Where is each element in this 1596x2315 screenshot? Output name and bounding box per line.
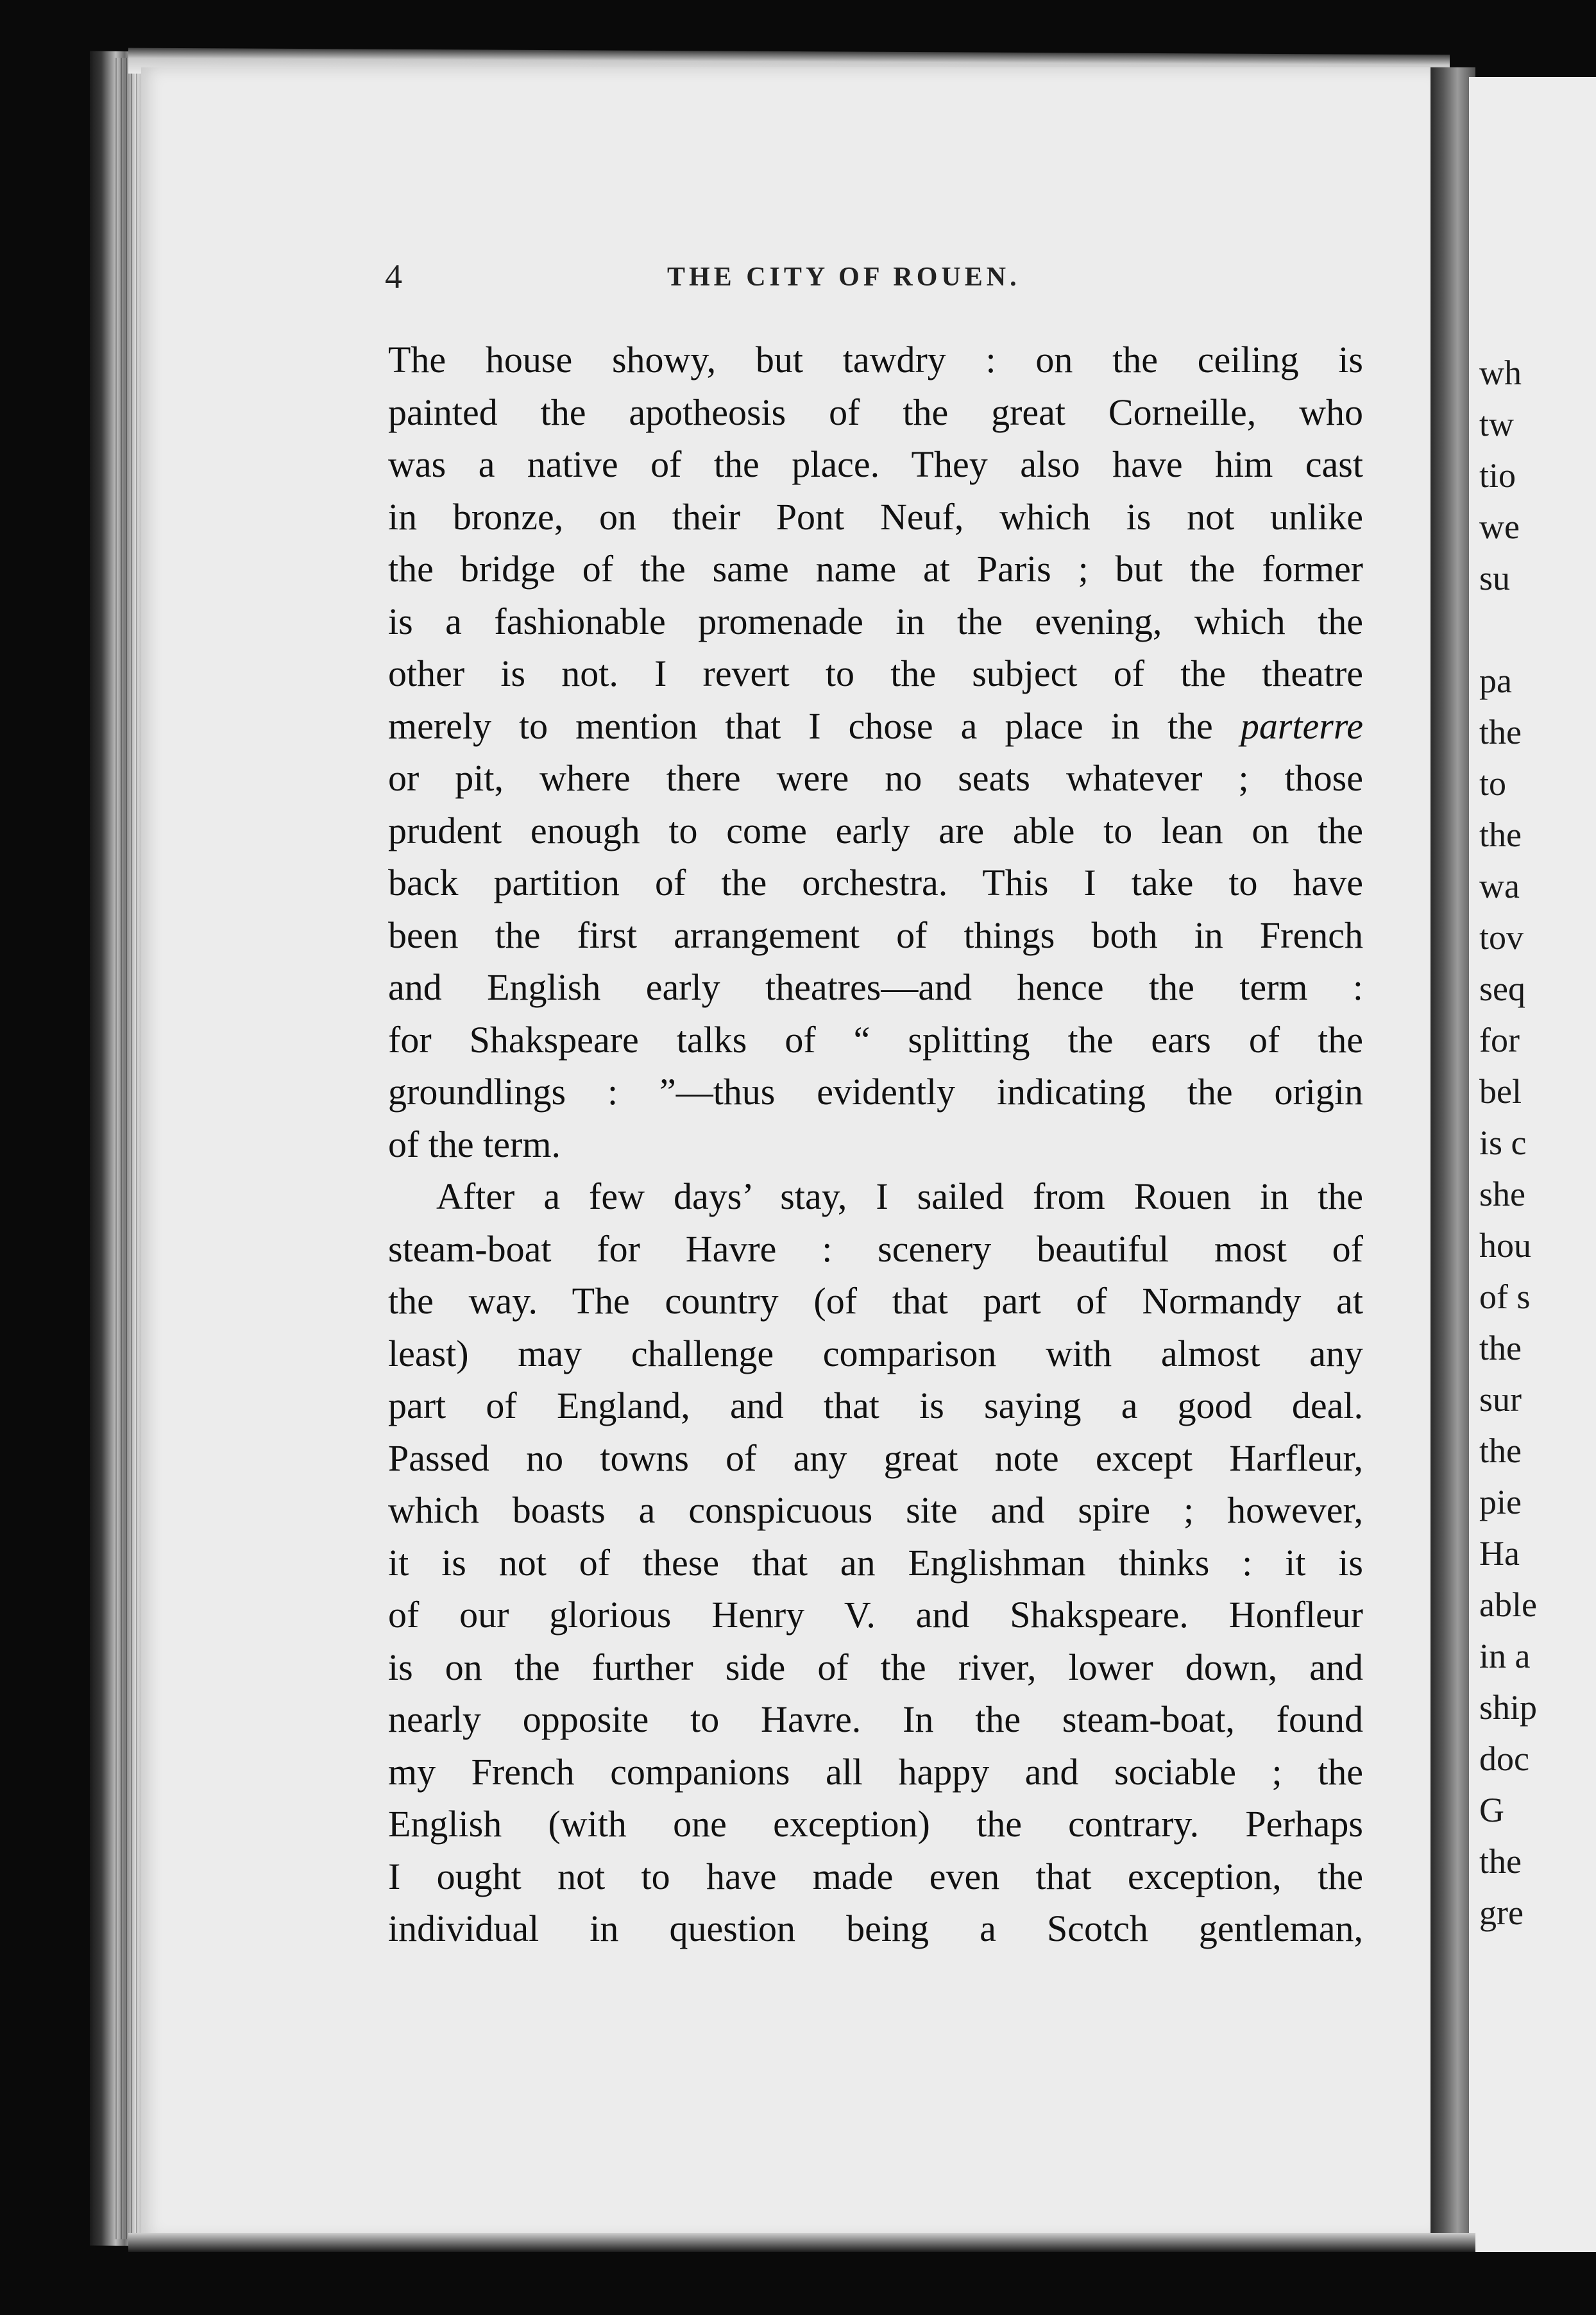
- text-line: After a few days’ stay, I sailed from Rouen in the: [436, 1175, 1363, 1217]
- text-line: The house showy, but tawdry : on the ceiling is: [388, 339, 1363, 380]
- facing-page-fragment: to: [1479, 764, 1507, 803]
- facing-page-fragment: Ha: [1479, 1534, 1520, 1573]
- text-line: and English early theatres—and hence the term :: [388, 966, 1363, 1008]
- facing-page-fragment: ship: [1479, 1688, 1538, 1727]
- text-line: of the term.: [388, 1123, 561, 1165]
- text-line: groundlings : ”—thus evidently indicating the origin: [388, 1071, 1363, 1113]
- facing-page: [1469, 77, 1596, 2252]
- facing-page-fragment: pa: [1479, 662, 1512, 700]
- page-number: 4: [385, 257, 402, 296]
- body-text: [388, 334, 1363, 1955]
- text-line: was a native of the place. They also have him cast: [388, 443, 1363, 485]
- facing-page-fragment: she: [1479, 1175, 1525, 1213]
- italic-word: parterre: [1240, 705, 1363, 747]
- facing-page-fragment: for: [1479, 1021, 1520, 1059]
- text-line: is on the further side of the river, lower down, and: [388, 1646, 1363, 1688]
- text-line: Passed no towns of any great note except Harfleur,: [388, 1437, 1363, 1479]
- text-line: the bridge of the same name at Paris ; but the former: [388, 548, 1363, 590]
- text-line: the way. The country (of that part of Normandy at: [388, 1280, 1363, 1322]
- text-line: painted the apotheosis of the great Corneille, who: [388, 391, 1363, 433]
- text-line: or pit, where there were no seats whatever ; those: [388, 757, 1363, 799]
- facing-page-fragment: wh: [1479, 354, 1522, 392]
- facing-page-fragment: seq: [1479, 970, 1525, 1008]
- facing-page-fragment: the: [1479, 816, 1522, 854]
- book-bottom-edge: [128, 2233, 1475, 2252]
- facing-page-fragment: is c: [1479, 1123, 1527, 1162]
- facing-page-fragment: pie: [1479, 1483, 1522, 1521]
- facing-page-fragment: gre: [1479, 1893, 1524, 1932]
- facing-page-fragment: the: [1479, 1329, 1522, 1367]
- text-line: individual in question being a Scotch gentleman,: [388, 1908, 1363, 1949]
- facing-page-fragment: tov: [1479, 918, 1524, 957]
- facing-page-fragment: tw: [1479, 405, 1514, 443]
- facing-page-fragment: we: [1479, 508, 1520, 546]
- text-line: is a fashionable promenade in the evening, which the: [388, 600, 1363, 642]
- text-line: my French companions all happy and sociable ; the: [388, 1750, 1363, 1793]
- facing-page-fragment: bel: [1479, 1072, 1522, 1111]
- text-line: for Shakspeare talks of “ splitting the ears of the: [388, 1018, 1363, 1061]
- facing-page-fragment: doc: [1479, 1739, 1529, 1778]
- facing-page-fragment: wa: [1479, 867, 1520, 905]
- text-line: nearly opposite to Havre. In the steam-boat, found: [388, 1698, 1363, 1740]
- text-line: steam-boat for Havre : scenery beautiful most of: [388, 1227, 1363, 1270]
- facing-page-fragment: su: [1479, 559, 1511, 597]
- text-line: which boasts a conspicuous site and spire ; however,: [388, 1489, 1363, 1531]
- facing-page-fragment: the: [1479, 713, 1522, 751]
- text-line: it is not of these that an Englishman thinks : it is: [388, 1541, 1363, 1584]
- text-line: in bronze, on their Pont Neuf, which is not unlike: [388, 495, 1363, 538]
- facing-page-fragment: sur: [1479, 1380, 1522, 1419]
- text-line: merely to mention that I chose a place in the parterre: [388, 705, 1363, 747]
- facing-page-fragment: G: [1479, 1791, 1504, 1829]
- text-line: back partition of the orchestra. This I take to have: [388, 862, 1363, 903]
- facing-page-fragment: hou: [1479, 1226, 1531, 1265]
- facing-page-fragment: able: [1479, 1585, 1537, 1624]
- text-line: I ought not to have made even that exception, the: [388, 1855, 1363, 1897]
- text-line: been the first arrangement of things both in French: [388, 914, 1363, 956]
- text-line: English (with one exception) the contrary. Perhaps: [388, 1803, 1363, 1845]
- facing-page-fragment: tio: [1479, 456, 1516, 495]
- facing-page-fragment: the: [1479, 1431, 1522, 1470]
- text-line: other is not. I revert to the subject of the theatre: [388, 653, 1363, 694]
- text-line: of our glorious Henry V. and Shakspeare. Honfleur: [388, 1594, 1363, 1636]
- text-line: part of England, and that is saying a good deal.: [388, 1385, 1363, 1426]
- facing-page-fragment: in a: [1479, 1637, 1531, 1675]
- running-head: [0, 257, 1596, 302]
- facing-page-fragment: of s: [1479, 1277, 1531, 1316]
- text-line: prudent enough to come early are able to lean on the: [388, 809, 1363, 851]
- text-line: least) may challenge comparison with almost any: [388, 1332, 1363, 1374]
- facing-page-fragment: the: [1479, 1842, 1522, 1881]
- running-title: THE CITY OF ROUEN.: [667, 262, 1021, 292]
